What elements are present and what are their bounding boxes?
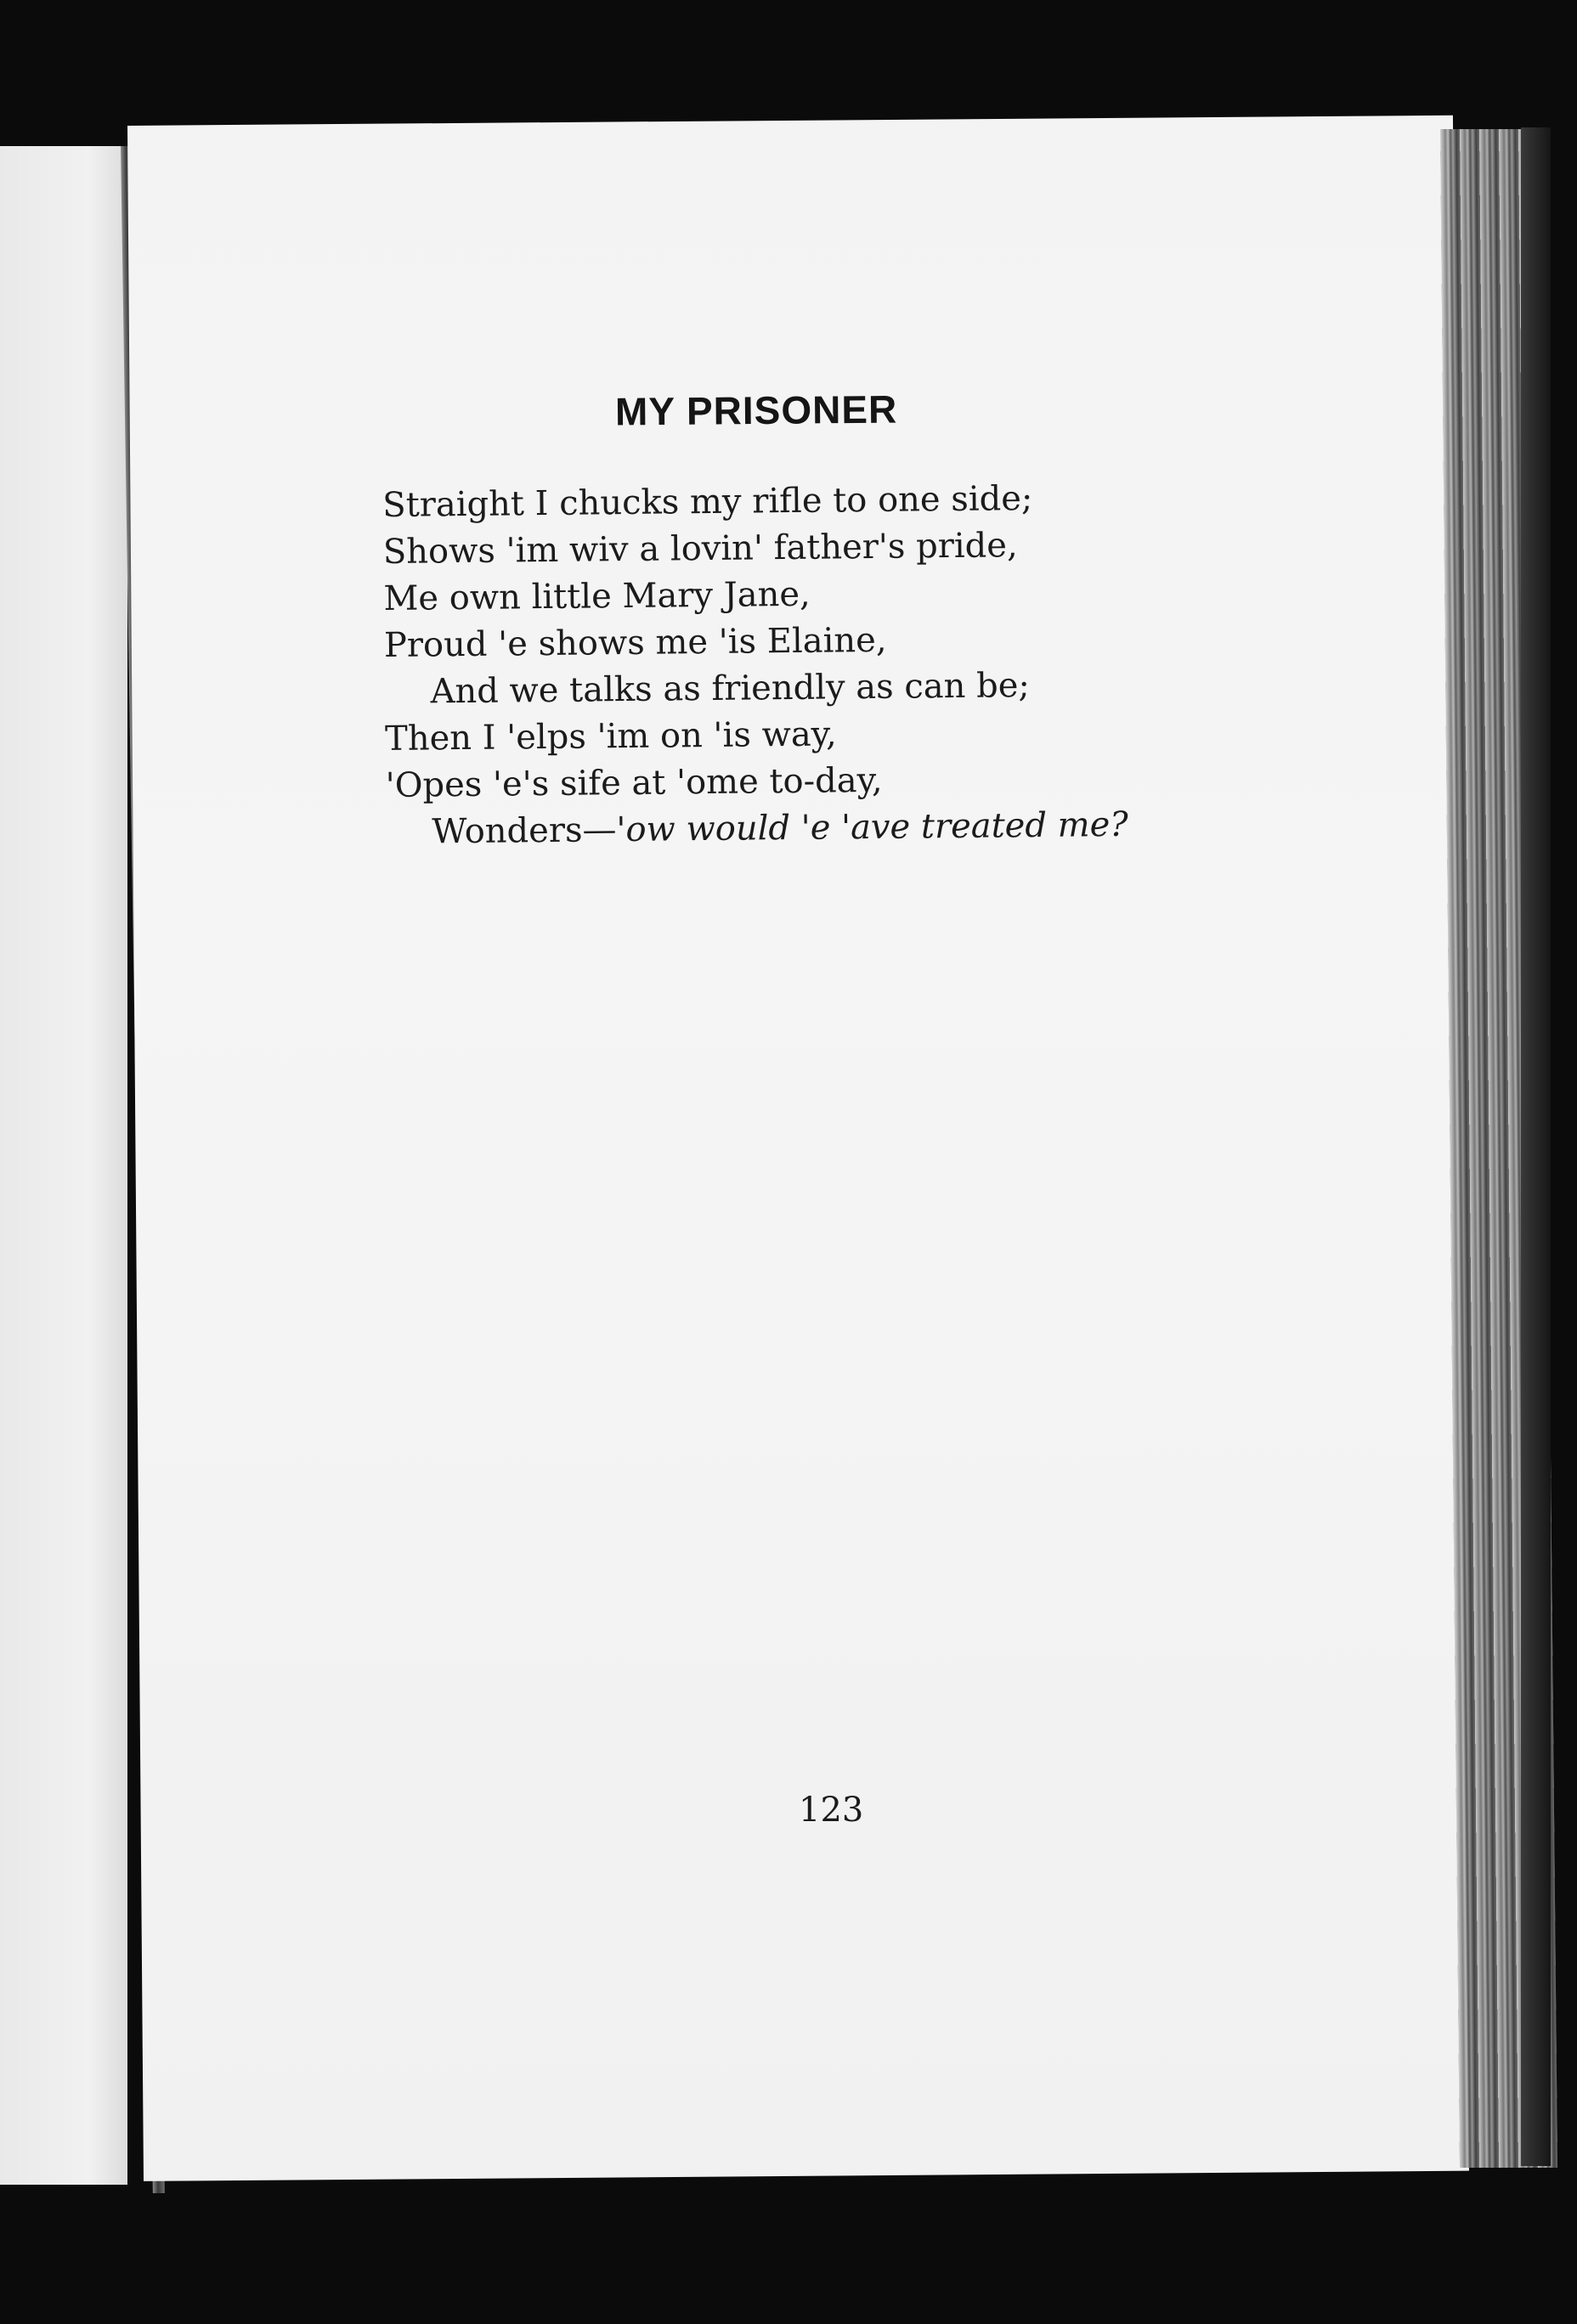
poem-line: Proud 'e shows me 'is Elaine, <box>383 620 887 665</box>
poem-line-final <box>386 801 1236 856</box>
left-page <box>0 146 127 2185</box>
poem-title: MY PRISONER <box>614 386 898 434</box>
page-number: 123 <box>799 1791 864 1830</box>
poem-line: Straight I chucks my rifle to one side; <box>382 478 1033 525</box>
poem-line-roman-part: Wonders— <box>432 810 617 852</box>
poem-line: Shows 'im wiv a lovin' father's pride, <box>382 526 1018 572</box>
poem-stanza <box>382 474 1236 856</box>
poem-line: 'Opes 'e's sife at 'ome to-day, <box>385 760 883 805</box>
poem-line: Me own little Mary Jane, <box>383 574 811 618</box>
book-cover-edge <box>1521 127 1551 2166</box>
poem-line: Then I 'elps 'im on 'is way, <box>384 714 837 759</box>
poem-line-italic-part: 'ow would 'e 'ave treated me? <box>616 804 1128 850</box>
poem-line: And we talks as friendly as can be; <box>430 666 1031 712</box>
